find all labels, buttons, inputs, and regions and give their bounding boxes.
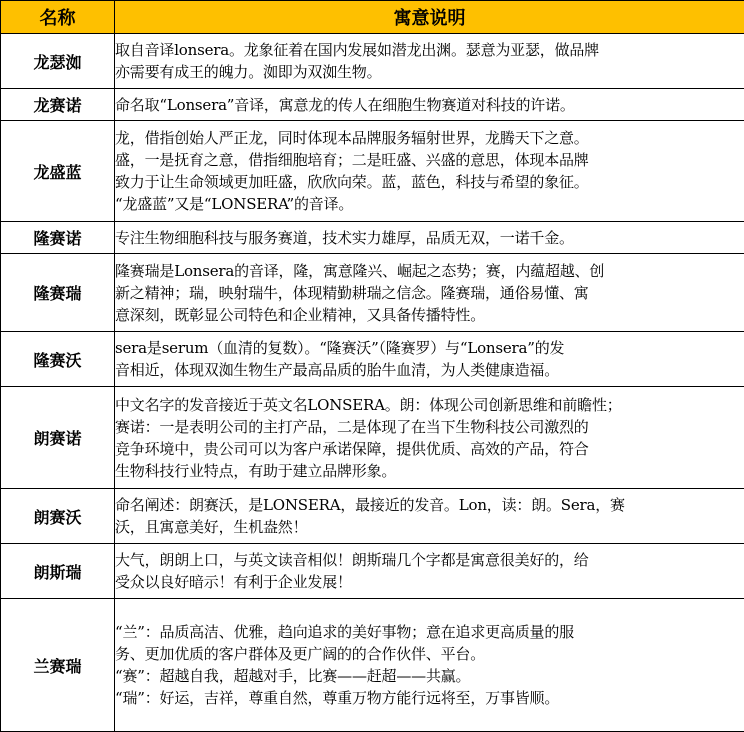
meaning-line: 务、更加优质的客户群体及更广阔的的合作伙伴、平台。: [115, 645, 486, 663]
meaning-line: 致力于让生命领域更加旺盛，欣欣向荣。蓝，蓝色，科技与希望的象征。: [115, 173, 589, 191]
meaning-line: 中文名字的发音接近于英文名LONSERA。朗：体现公司创新思维和前瞻性；: [115, 395, 622, 414]
meaning-line: 命名取“Lonsera”音译，寓意龙的传人在细胞生物赛道对科技的许诺。: [115, 95, 575, 114]
meaning-cell: [115, 34, 744, 89]
meaning-line: 生物科技行业特点，有助于建立品牌形象。: [115, 461, 397, 480]
table-row: [1, 121, 744, 222]
table-row: [1, 34, 744, 89]
meaning-cell: [115, 332, 744, 387]
brand-name-cell: 龙盛蓝: [1, 121, 115, 222]
brand-name-cell: 隆赛沃: [1, 332, 115, 387]
brand-name-cell: 隆赛瑞: [1, 254, 115, 332]
table-row: [1, 332, 744, 387]
meaning-line: 竞争环境中，贵公司可以为客户承诺保障，提供优质、高效的产品，符合: [115, 439, 589, 458]
brand-name-cell: 朗赛诺: [1, 387, 115, 489]
meaning-line: sera是serum（血清的复数）。“隆赛沃”（隆赛罗）与“Lonsera”的发: [115, 339, 565, 357]
meaning-cell: [115, 489, 744, 544]
meaning-cell: [115, 222, 744, 254]
meaning-cell: [115, 544, 744, 599]
table-row: [1, 599, 744, 732]
meaning-column-header: 寓意说明: [115, 1, 744, 34]
table-row: [1, 222, 744, 254]
meaning-line: “龙盛蓝”又是“LONSERA”的音译。: [115, 195, 354, 213]
meaning-line: 赛诺：一是表明公司的主打产品，二是体现了在当下生物科技公司激烈的: [115, 417, 589, 436]
brand-name-cell: 龙瑟洳: [1, 34, 115, 89]
table-row: [1, 489, 744, 544]
brand-name-cell: 隆赛诺: [1, 222, 115, 254]
meaning-line: 大气，朗朗上口，与英文读音相似！朗斯瑞几个字都是寓意很美好的，给: [115, 551, 589, 569]
meaning-line: 隆赛瑞是Lonsera的音译，隆，寓意隆兴、崛起之态势；赛，内蕴超越、创: [115, 261, 605, 280]
meaning-line: “兰”：品质高洁、优雅，趋向追求的美好事物；意在追求更高质量的服: [115, 623, 574, 641]
meaning-line: 音相近，体现双洳生物生产最高品质的胎牛血清，为人类健康造福。: [115, 361, 560, 379]
meaning-cell: [115, 599, 744, 732]
brand-name-cell: 朗赛沃: [1, 489, 115, 544]
meaning-line: 专注生物细胞科技与服务赛道，技术实力雄厚，品质无双，一诺千金。: [115, 228, 574, 247]
table-row: [1, 89, 744, 121]
meaning-cell: [115, 254, 744, 332]
meaning-line: 龙，借指创始人严正龙，同时体现本品牌服务辐射世界，龙腾天下之意。: [115, 129, 589, 147]
meaning-line: 新之精神；瑞，映射瑞牛，体现精勤耕瑞之信念。隆赛瑞，通俗易懂、寓: [115, 283, 589, 302]
meaning-line: 亦需要有成王的魄力。洳即为双洳生物。: [115, 63, 382, 81]
meaning-line: “瑞”：好运，吉祥，尊重自然，尊重万物方能行远将至，万事皆顺。: [115, 689, 560, 707]
brand-name-cell: 龙赛诺: [1, 89, 115, 121]
meaning-cell: [115, 387, 744, 489]
meaning-line: 盛，一是抚育之意，借指细胞培育；二是旺盛、兴盛的意思，体现本品牌: [115, 151, 589, 169]
table-row: [1, 544, 744, 599]
brand-name-cell: 兰赛瑞: [1, 599, 115, 732]
meaning-line: 取自音译lonsera。龙象征着在国内发展如潜龙出渊。瑟意为亚瑟，做品牌: [115, 41, 599, 59]
meaning-line: “赛”：超越自我，超越对手，比赛——赶超——共赢。: [115, 667, 471, 685]
meaning-line: 沃，且寓意美好，生机盎然！: [115, 518, 308, 536]
table-row: [1, 254, 744, 332]
meaning-cell: [115, 121, 744, 222]
name-column-header: 名称: [1, 1, 115, 34]
meaning-line: 命名阐述：朗赛沃，是LONSERA，最接近的发音。Lon，读：朗。Sera，赛: [115, 496, 625, 514]
meaning-line: 受众以良好暗示！有利于企业发展！: [115, 573, 352, 591]
meaning-cell: [115, 89, 744, 121]
meaning-line: 意深刻，既彰显公司特色和企业精神，又具备传播特性。: [115, 305, 486, 324]
brand-name-cell: 朗斯瑞: [1, 544, 115, 599]
header-row: [1, 1, 744, 34]
table-row: [1, 387, 744, 489]
